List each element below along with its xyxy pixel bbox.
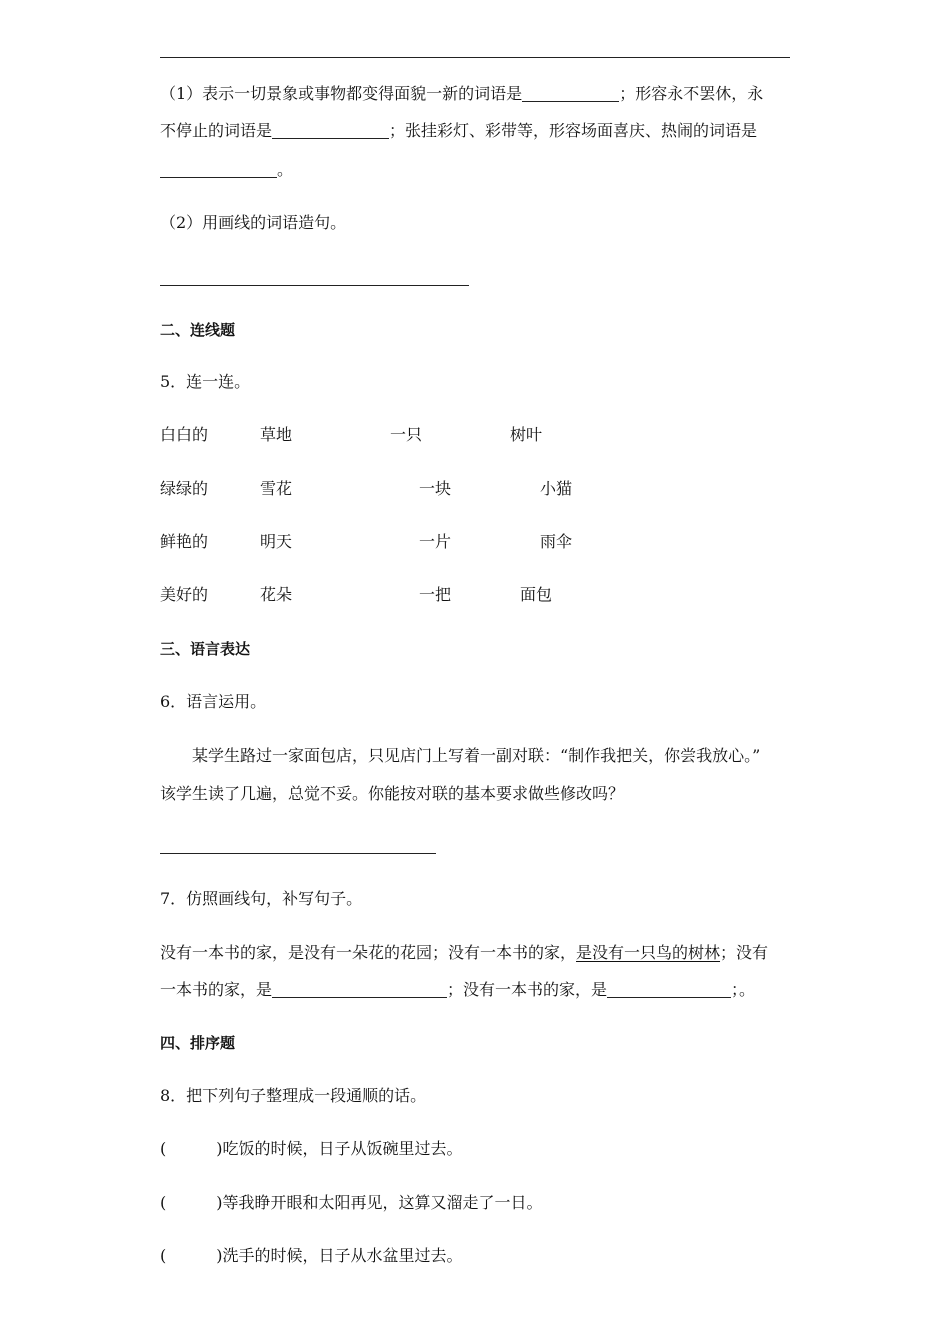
- q6-prompt: 6．语言运用。: [160, 692, 267, 711]
- q8-item-1-open-paren: (: [160, 1139, 167, 1158]
- q8-item-1-text: 吃饭的时候，日子从饭碗里过去。: [222, 1139, 463, 1158]
- q5-row2-col1[interactable]: 绿绿的: [160, 479, 209, 498]
- q8-item-1-close-paren: ): [216, 1139, 223, 1158]
- q8-item-2-text: 等我睁开眼和太阳再见，这算又溜走了一日。: [222, 1193, 543, 1212]
- q8-item-3-text: 洗手的时候，日子从水盆里过去。: [222, 1246, 463, 1265]
- q5-row1-col4[interactable]: 树叶: [510, 425, 543, 444]
- q8-item-3-open-paren: (: [160, 1246, 167, 1265]
- q5-row4-col4[interactable]: 面包: [520, 585, 553, 604]
- q5-row1-col2[interactable]: 草地: [260, 425, 293, 444]
- q4-part1-text-a: （1）表示一切景象或事物都变得面貌一新的词语是: [160, 84, 523, 103]
- q5-row1-col1[interactable]: 白白的: [160, 425, 209, 444]
- q7-line2-text-c: ；。: [731, 980, 756, 999]
- q7-line2-text-b: ；没有一本书的家，是: [447, 980, 608, 999]
- q5-row4-col2[interactable]: 花朵: [260, 585, 293, 604]
- q4-part1-text-b: ；形容永不罢休，永: [619, 84, 764, 103]
- q5-row2-col3[interactable]: 一块: [419, 479, 452, 498]
- q5-row1-col3[interactable]: 一只: [390, 425, 423, 444]
- q7-prompt: 7．仿照画线句，补写句子。: [160, 889, 363, 908]
- q5-row3-col1[interactable]: 鲜艳的: [160, 532, 209, 551]
- q4-part1-line3: [160, 160, 293, 180]
- top-rule: [160, 57, 790, 58]
- q4-blank-3[interactable]: [160, 161, 277, 178]
- q7-line1-text-a: 没有一本书的家，是没有一朵花的花园；没有一本书的家，: [160, 943, 577, 962]
- q4-part1-line2: [160, 121, 757, 141]
- q4-part1-text-e: 。: [277, 160, 294, 179]
- section3-title: 三、语言表达: [160, 640, 251, 658]
- q5-prompt: 5．连一连。: [160, 372, 251, 391]
- q7-blank-2[interactable]: [607, 981, 731, 998]
- q4-blank-2[interactable]: [272, 122, 389, 139]
- q4-part1-line1: [160, 84, 763, 104]
- q7-line1: [160, 943, 768, 963]
- q5-row2-col2[interactable]: 雪花: [260, 479, 293, 498]
- q6-text-line2: 该学生读了几遍，总觉不妥。你能按对联的基本要求做些修改吗？: [160, 784, 625, 803]
- section4-title: 四、排序题: [160, 1034, 236, 1052]
- q6-text-line1: 某学生路过一家面包店，只见店门上写着一副对联：“制作我把关，你尝我放心。”: [192, 746, 761, 765]
- q8-item-1: [160, 1139, 463, 1159]
- q8-item-3-close-paren: ): [216, 1246, 223, 1265]
- q5-row4-col3[interactable]: 一把: [419, 585, 452, 604]
- section2-title: 二、连线题: [160, 321, 236, 339]
- q5-row4-col1[interactable]: 美好的: [160, 585, 209, 604]
- q7-line1-text-b: ；没有: [720, 943, 769, 962]
- q8-item-2: [160, 1193, 543, 1213]
- q7-line2: [160, 980, 755, 1000]
- q5-row3-col2[interactable]: 明天: [260, 532, 293, 551]
- q4-blank-1[interactable]: [522, 85, 619, 102]
- q7-blank-1[interactable]: [272, 981, 447, 998]
- q4-part2: （2）用画线的词语造句。: [160, 213, 347, 232]
- q8-item-2-close-paren: ): [216, 1193, 223, 1212]
- q4-answer-line[interactable]: [160, 285, 469, 286]
- q5-row2-col4[interactable]: 小猫: [540, 479, 573, 498]
- q8-prompt: 8．把下列句子整理成一段通顺的话。: [160, 1086, 427, 1105]
- q4-part1-text-c: 不停止的词语是: [160, 121, 273, 140]
- q4-part1-text-d: ；张挂彩灯、彩带等，形容场面喜庆、热闹的词语是: [389, 121, 758, 140]
- q5-row3-col3[interactable]: 一片: [419, 532, 452, 551]
- q7-underlined-phrase: 是没有一只鸟的树林: [576, 943, 721, 962]
- q7-line2-text-a: 一本书的家，是: [160, 980, 273, 999]
- q8-item-3: [160, 1246, 463, 1266]
- q8-item-2-open-paren: (: [160, 1193, 167, 1212]
- q6-answer-line[interactable]: [160, 853, 436, 854]
- q5-row3-col4[interactable]: 雨伞: [540, 532, 573, 551]
